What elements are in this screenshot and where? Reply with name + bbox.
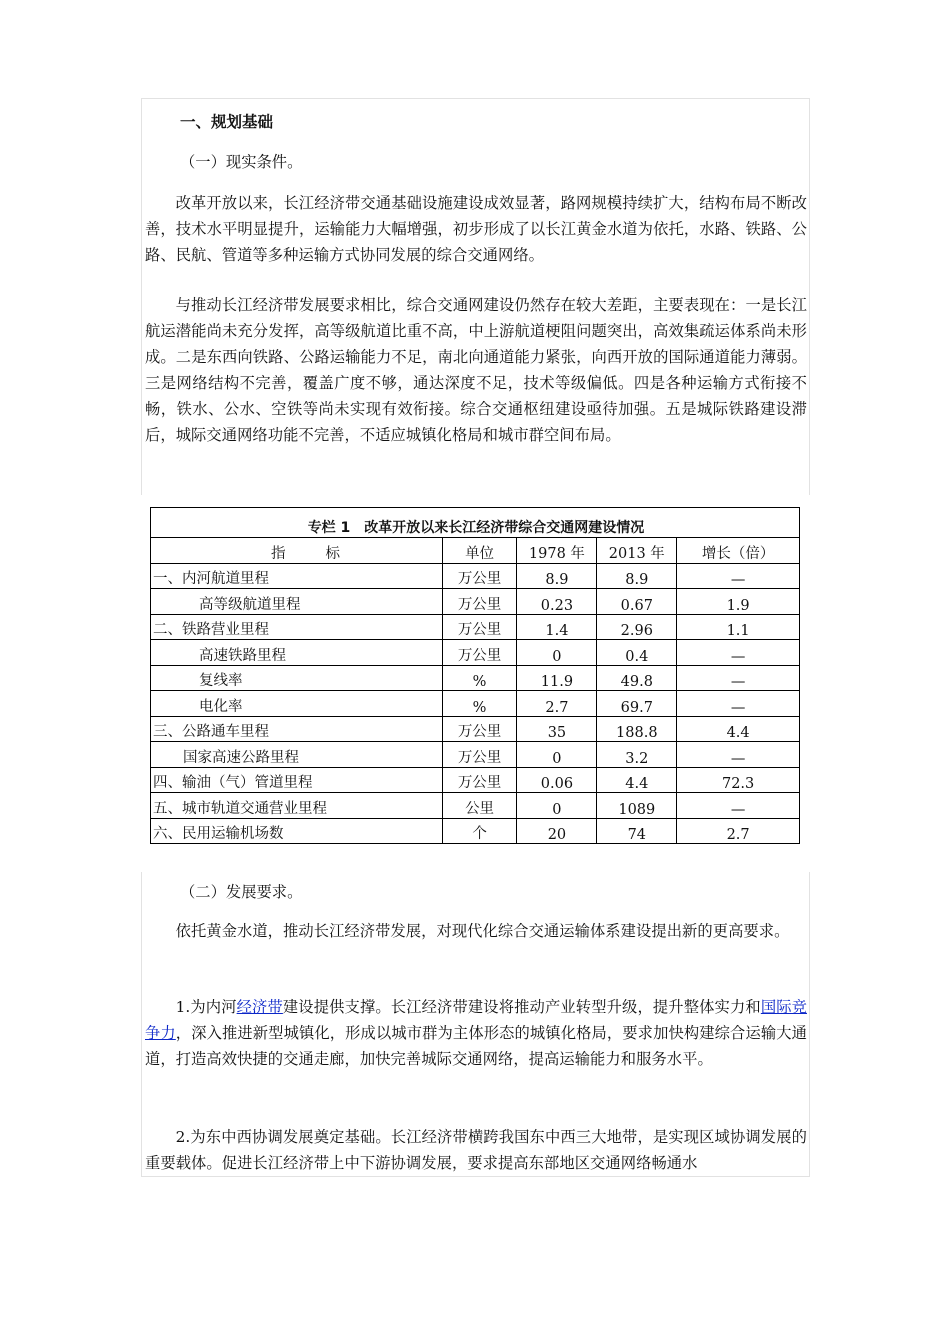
row-1978: 0.23 bbox=[517, 589, 597, 615]
row-growth: — bbox=[677, 742, 800, 768]
row-2013: 49.8 bbox=[597, 665, 677, 691]
row-2013: 1089 bbox=[597, 793, 677, 819]
row-label: 国家高速公路里程 bbox=[151, 742, 443, 768]
table-caption: 专栏 1 改革开放以来长江经济带综合交通网建设情况 bbox=[151, 508, 800, 538]
row-unit: 万公里 bbox=[442, 716, 517, 742]
header-unit: 单位 bbox=[442, 538, 517, 564]
row-growth: 1.9 bbox=[677, 589, 800, 615]
row-unit: 万公里 bbox=[442, 767, 517, 793]
row-label: 六、民用运输机场数 bbox=[151, 818, 443, 844]
row-label: 高速铁路里程 bbox=[151, 640, 443, 666]
row-growth: — bbox=[677, 563, 800, 589]
subheading-development-requirements: （二）发展要求。 bbox=[180, 883, 303, 901]
row-2013: 69.7 bbox=[597, 691, 677, 717]
row-2013: 3.2 bbox=[597, 742, 677, 768]
row-unit: 公里 bbox=[442, 793, 517, 819]
table-row bbox=[151, 818, 800, 844]
row-label: 二、铁路营业里程 bbox=[151, 614, 443, 640]
paragraph-requirements-intro: 依托黄金水道，推动长江经济带发展，对现代化综合交通运输体系建设提出新的更高要求。 bbox=[175, 922, 790, 940]
row-unit: 万公里 bbox=[442, 563, 517, 589]
row-growth: 2.7 bbox=[677, 818, 800, 844]
row-1978: 20 bbox=[517, 818, 597, 844]
row-unit: % bbox=[442, 665, 517, 691]
row-label: 电化率 bbox=[151, 691, 443, 717]
p4-text-c: ，深入推进新型城镇化，形成以城市群为主体形态的城镇化格局，要求加快构建综合运输大通道，打造高效快捷的交通走廊，加快完善城际交通网络，提高运输能力和服务水平。 bbox=[145, 1024, 807, 1068]
header-indicator: 指标 bbox=[151, 538, 443, 564]
row-1978: 11.9 bbox=[517, 665, 597, 691]
row-growth: — bbox=[677, 793, 800, 819]
link-economic-belt[interactable]: 经济带 bbox=[236, 998, 283, 1016]
table-row bbox=[151, 793, 800, 819]
row-1978: 0 bbox=[517, 793, 597, 819]
section-heading: 一、规划基础 bbox=[180, 113, 274, 131]
row-2013: 4.4 bbox=[597, 767, 677, 793]
row-2013: 188.8 bbox=[597, 716, 677, 742]
row-1978: 8.9 bbox=[517, 563, 597, 589]
paragraph-requirement-1 bbox=[145, 994, 807, 1072]
row-1978: 0 bbox=[517, 742, 597, 768]
header-2013: 2013 年 bbox=[597, 538, 677, 564]
row-1978: 1.4 bbox=[517, 614, 597, 640]
row-unit: 万公里 bbox=[442, 742, 517, 768]
table-row bbox=[151, 716, 800, 742]
row-unit: 万公里 bbox=[442, 589, 517, 615]
p4-text-b: 建设提供支撑。长江经济带建设将推动产业转型升级，提升整体实力和 bbox=[282, 998, 761, 1016]
row-growth: — bbox=[677, 640, 800, 666]
row-label: 三、公路通车里程 bbox=[151, 716, 443, 742]
row-1978: 0.06 bbox=[517, 767, 597, 793]
row-label: 五、城市轨道交通营业里程 bbox=[151, 793, 443, 819]
row-growth: — bbox=[677, 691, 800, 717]
table-row bbox=[151, 767, 800, 793]
table-row bbox=[151, 640, 800, 666]
transport-stats-table bbox=[150, 507, 800, 844]
table-header-row bbox=[151, 538, 800, 564]
row-label: 高等级航道里程 bbox=[151, 589, 443, 615]
row-1978: 0 bbox=[517, 640, 597, 666]
table-row bbox=[151, 614, 800, 640]
row-1978: 35 bbox=[517, 716, 597, 742]
row-2013: 0.67 bbox=[597, 589, 677, 615]
header-1978: 1978 年 bbox=[517, 538, 597, 564]
table-row bbox=[151, 691, 800, 717]
row-label: 四、输油（气）管道里程 bbox=[151, 767, 443, 793]
row-unit: 万公里 bbox=[442, 614, 517, 640]
row-growth: 72.3 bbox=[677, 767, 800, 793]
row-2013: 8.9 bbox=[597, 563, 677, 589]
row-1978: 2.7 bbox=[517, 691, 597, 717]
table-row bbox=[151, 665, 800, 691]
paragraph-achievements: 改革开放以来，长江经济带交通基础设施建设成效显著，路网规模持续扩大，结构布局不断改善，技术水平明显提升，运输能力大幅增强，初步形成了以长江黄金水道为依托，水路、铁路、公路、民航、管道等多种运输方式协同发展的综合交通网络。 bbox=[145, 194, 807, 264]
row-label: 复线率 bbox=[151, 665, 443, 691]
table-row bbox=[151, 742, 800, 768]
row-growth: — bbox=[677, 665, 800, 691]
row-unit: % bbox=[442, 691, 517, 717]
p4-text-a: 1.为内河 bbox=[175, 998, 237, 1016]
row-2013: 74 bbox=[597, 818, 677, 844]
row-unit: 万公里 bbox=[442, 640, 517, 666]
row-growth: 4.4 bbox=[677, 716, 800, 742]
header-growth: 增长（倍） bbox=[677, 538, 800, 564]
paragraph-requirement-2: 2.为东中西协调发展奠定基础。长江经济带横跨我国东中西三大地带，是实现区域协调发展的重要载体。促进长江经济带上中下游协调发展，要求提高东部地区交通网络畅通水 bbox=[145, 1128, 807, 1172]
link-international-competitiveness[interactable]: 国际竞争力 bbox=[145, 998, 807, 1042]
row-label: 一、内河航道里程 bbox=[151, 563, 443, 589]
subheading-current-conditions: （一）现实条件。 bbox=[180, 153, 303, 171]
table-row bbox=[151, 589, 800, 615]
row-2013: 2.96 bbox=[597, 614, 677, 640]
row-growth: 1.1 bbox=[677, 614, 800, 640]
row-unit: 个 bbox=[442, 818, 517, 844]
paragraph-gaps: 与推动长江经济带发展要求相比，综合交通网建设仍然存在较大差距，主要表现在：一是长江航运潜能尚未充分发挥，高等级航道比重不高，中上游航道梗阻问题突出，高效集疏运体系尚未形成。二是东西向铁路、公路运输能力不足，南北向通道能力紧张，向西开放的国际通道能力薄弱。三是网络结构不完善，覆盖广度不够，通达深度不足，技术等级偏低。四是各种运输方式衔接不畅，铁水、公水、空铁等尚未实现有效衔接。综合交通枢纽建设亟待加强。五是城际铁路建设滞后，城际交通网络功能不完善，不适应城镇化格局和城市群空间布局。 bbox=[145, 296, 807, 444]
table-row bbox=[151, 563, 800, 589]
row-2013: 0.4 bbox=[597, 640, 677, 666]
